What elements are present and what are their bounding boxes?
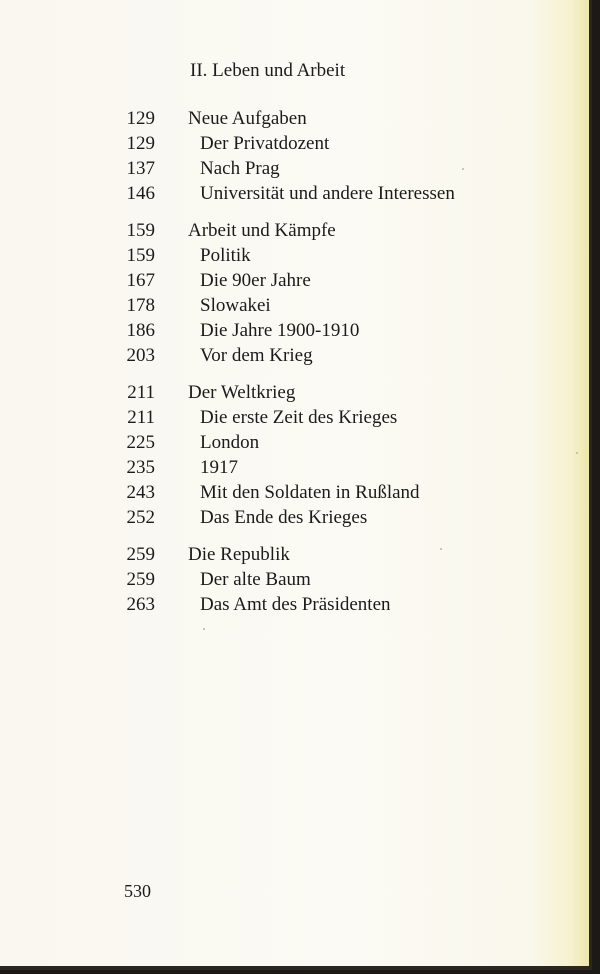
toc-title: Die erste Zeit des Krieges: [200, 407, 398, 428]
toc-page-number: 225: [126, 432, 155, 453]
toc-title: Slowakei: [200, 295, 271, 316]
toc-subentry: [0, 505, 592, 530]
toc-subentry: [0, 131, 592, 156]
section-heading: II. Leben und Arbeit: [190, 60, 346, 81]
toc-page-number: 129: [126, 133, 155, 154]
toc-entry: [0, 542, 592, 567]
toc-page-number: 167: [126, 270, 155, 291]
paper-speck: [440, 548, 442, 550]
toc-subentry: [0, 318, 592, 343]
toc-subentry: [0, 181, 592, 206]
toc-page-number: 252: [126, 507, 155, 528]
toc-subentry: [0, 343, 592, 368]
toc-page-number: 263: [126, 594, 155, 615]
toc-subentry: [0, 567, 592, 592]
toc-title: Der Privatdozent: [200, 133, 330, 154]
toc-title: Nach Prag: [200, 158, 280, 179]
paper-speck: [203, 628, 205, 630]
toc-page-number: 211: [127, 407, 155, 428]
toc-page-number: 235: [126, 457, 155, 478]
toc-title: Die 90er Jahre: [200, 270, 311, 291]
toc-entry: [0, 218, 592, 243]
paper-speck: [576, 452, 578, 454]
toc-subentry: [0, 455, 592, 480]
toc-page-number: 186: [126, 320, 155, 341]
table-of-contents: [0, 106, 592, 629]
toc-page-number: 178: [126, 295, 155, 316]
toc-page-number: 203: [126, 345, 155, 366]
toc-page-number: 146: [126, 183, 155, 204]
toc-subentry: [0, 156, 592, 181]
toc-group: [0, 218, 592, 368]
toc-page-number: 243: [126, 482, 155, 503]
toc-group: [0, 106, 592, 206]
toc-subentry: [0, 430, 592, 455]
toc-page-number: 259: [126, 569, 155, 590]
toc-title: Arbeit und Kämpfe: [188, 220, 336, 241]
toc-subentry: [0, 405, 592, 430]
toc-title: Das Amt des Präsidenten: [200, 594, 391, 615]
toc-subentry: [0, 243, 592, 268]
toc-title: Die Republik: [188, 544, 290, 565]
toc-title: Universität und andere Interessen: [200, 183, 455, 204]
paper-speck: [462, 168, 464, 170]
toc-group: [0, 542, 592, 617]
toc-title: Vor dem Krieg: [200, 345, 313, 366]
toc-title: Politik: [200, 245, 251, 266]
toc-subentry: [0, 293, 592, 318]
toc-title: Die Jahre 1900-1910: [200, 320, 360, 341]
toc-group: [0, 380, 592, 530]
page-number: 530: [124, 881, 151, 901]
toc-page-number: 129: [126, 108, 155, 129]
toc-page-number: 259: [126, 544, 155, 565]
toc-title: Neue Aufgaben: [188, 108, 307, 129]
toc-title: 1917: [200, 457, 238, 478]
toc-title: Der alte Baum: [200, 569, 311, 590]
toc-title: Mit den Soldaten in Rußland: [200, 482, 420, 503]
toc-title: Das Ende des Krieges: [200, 507, 368, 528]
toc-title: Der Weltkrieg: [188, 382, 296, 403]
toc-subentry: [0, 268, 592, 293]
toc-subentry: [0, 592, 592, 617]
toc-page-number: 159: [126, 220, 155, 241]
toc-page-number: 159: [126, 245, 155, 266]
toc-entry: [0, 380, 592, 405]
toc-title: London: [200, 432, 260, 453]
toc-entry: [0, 106, 592, 131]
toc-page-number: 137: [126, 158, 155, 179]
toc-page-number: 211: [127, 382, 155, 403]
toc-subentry: [0, 480, 592, 505]
